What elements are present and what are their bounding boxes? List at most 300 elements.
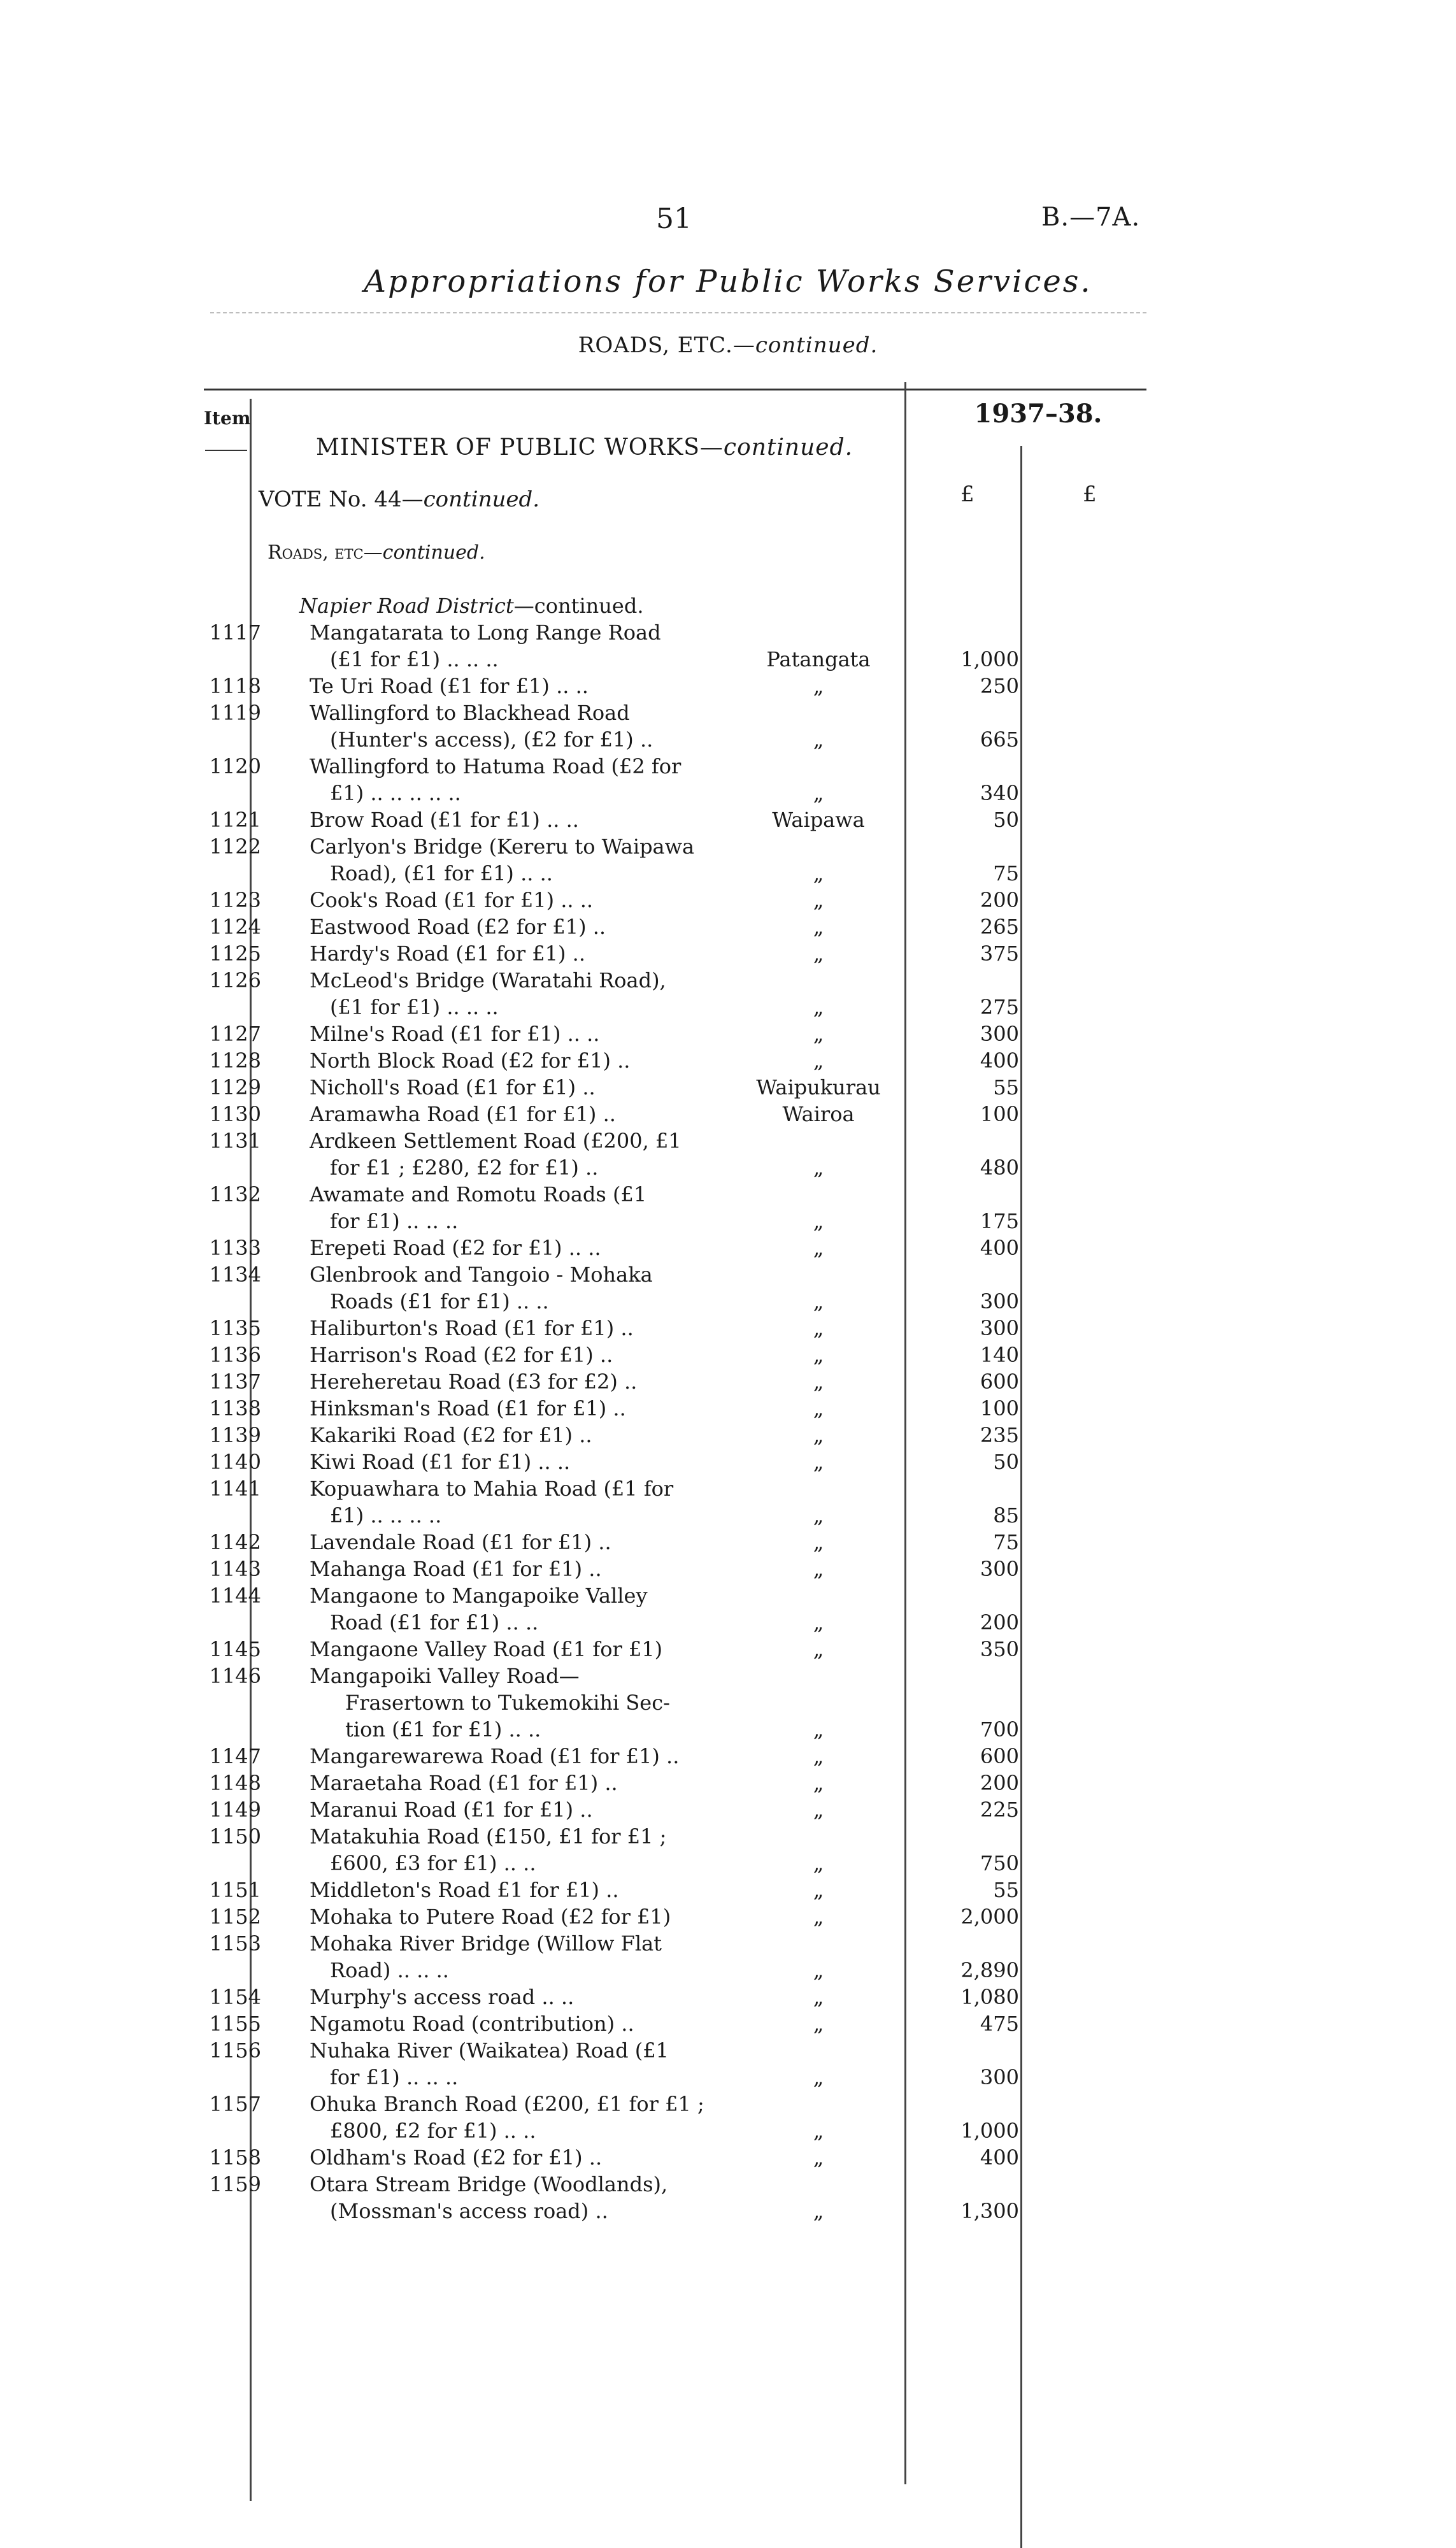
item-description <box>310 1181 704 1235</box>
item-number: 1142 <box>209 1530 261 1554</box>
place-name: „ <box>813 2199 824 2223</box>
place-name: „ <box>813 1958 824 1982</box>
description-line: Ardkeen Settlement Road (£200, £1 <box>310 1129 682 1153</box>
amount-value: 200 <box>980 888 1019 912</box>
item-description <box>310 1556 704 1582</box>
minister-main: MINISTER OF PUBLIC WORKS— <box>316 434 724 461</box>
subtitle-continued: continued. <box>755 333 878 358</box>
description-line: Cook's Road (£1 for £1) .. .. <box>310 888 594 912</box>
item-description <box>310 2171 704 2224</box>
place-name: Patangata <box>766 647 871 671</box>
description-line: Maraetaha Road (£1 for £1) .. <box>310 1771 618 1795</box>
item-description <box>310 2144 704 2171</box>
description-line: Road), (£1 for £1) .. .. <box>330 861 553 885</box>
description-line: Mangarewarewa Road (£1 for £1) .. <box>310 1744 680 1768</box>
minister-continued: continued. <box>723 434 853 461</box>
table-row <box>0 699 1456 753</box>
amount-value: 300 <box>980 1557 1019 1581</box>
table-row <box>0 1315 1456 1342</box>
item-number: 1154 <box>209 1985 261 2009</box>
description-line: for £1) .. .. .. <box>330 1209 459 1233</box>
description-line: Mahanga Road (£1 for £1) .. <box>310 1557 602 1581</box>
item-description <box>310 806 704 833</box>
title-rule <box>210 312 1146 313</box>
description-line: Awamate and Romotu Roads (£1 <box>310 1182 647 1206</box>
table-row <box>0 1663 1456 1743</box>
item-description <box>310 1235 704 1261</box>
description-line: (Hunter's access), (£2 for £1) .. <box>330 727 653 752</box>
description-line: Haliburton's Road (£1 for £1) .. <box>310 1316 634 1340</box>
page-number: 51 <box>656 203 692 235</box>
item-description <box>310 1368 704 1395</box>
table-row <box>0 1984 1456 2010</box>
item-number: 1158 <box>209 2145 261 2170</box>
item-description <box>310 619 704 673</box>
place-name: „ <box>813 1610 824 1635</box>
vote-main: VOTE No. 44— <box>259 487 424 512</box>
item-number: 1148 <box>209 1771 261 1795</box>
table-row <box>0 1903 1456 1930</box>
item-number: 1129 <box>209 1075 261 1099</box>
amount-value: 600 <box>980 1370 1019 1394</box>
table-row <box>0 1368 1456 1395</box>
description-line: Brow Road (£1 for £1) .. .. <box>310 808 579 832</box>
item-description <box>310 1636 704 1663</box>
item-number: 1123 <box>209 888 261 912</box>
description-line: Hereheretau Road (£3 for £2) .. <box>310 1370 638 1394</box>
amount-value: 400 <box>980 1049 1019 1073</box>
place-name: „ <box>813 1905 824 1929</box>
item-number: 1132 <box>209 1182 261 1206</box>
amount-value: 85 <box>993 1503 1019 1528</box>
description-line: Erepeti Road (£2 for £1) .. .. <box>310 1236 601 1260</box>
table-row <box>0 1181 1456 1235</box>
table-row <box>0 1342 1456 1368</box>
amount-value: 300 <box>980 2065 1019 2089</box>
description-line: Harrison's Road (£2 for £1) .. <box>310 1343 613 1367</box>
item-description <box>310 1796 704 1823</box>
amount-value: 475 <box>980 2012 1019 2036</box>
amount-value: 250 <box>980 674 1019 698</box>
description-line: Mangatarata to Long Range Road <box>310 620 661 645</box>
description-line: Ohuka Branch Road (£200, £1 for £1 ; <box>310 2092 704 2116</box>
item-description <box>310 833 704 887</box>
description-line: Milne's Road (£1 for £1) .. .. <box>310 1022 600 1046</box>
amount-value: 300 <box>980 1022 1019 1046</box>
amount-value: 600 <box>980 1744 1019 1768</box>
description-line: Aramawha Road (£1 for £1) .. <box>310 1102 616 1126</box>
roads-subheading <box>268 541 485 564</box>
year-header: 1937–38. <box>974 399 1103 429</box>
description-line: for £1) .. .. .. <box>330 2065 459 2089</box>
item-description <box>310 1449 704 1475</box>
amount-value: 275 <box>980 995 1019 1019</box>
description-line: Te Uri Road (£1 for £1) .. .. <box>310 674 589 698</box>
table-row <box>0 1422 1456 1449</box>
place-name: „ <box>813 1985 824 2009</box>
place-name: „ <box>813 674 824 698</box>
table-row <box>0 673 1456 699</box>
place-name: „ <box>813 1022 824 1046</box>
table-row <box>0 1127 1456 1181</box>
item-description <box>310 1395 704 1422</box>
item-number: 1131 <box>209 1129 261 1153</box>
item-number: 1122 <box>209 834 261 859</box>
description-line: £600, £3 for £1) .. .. <box>330 1851 536 1875</box>
table-row <box>0 1556 1456 1582</box>
item-number: 1155 <box>209 2012 261 2036</box>
place-name: Waipawa <box>772 808 865 832</box>
table-top-rule <box>204 389 1146 390</box>
table-row <box>0 1074 1456 1101</box>
document-code: B.—7A. <box>1041 203 1141 232</box>
amount-value: 55 <box>993 1075 1019 1099</box>
place-name: „ <box>813 1316 824 1340</box>
table-row <box>0 1020 1456 1047</box>
description-line: Kopuawhara to Mahia Road (£1 for <box>310 1477 674 1501</box>
table-row <box>0 1235 1456 1261</box>
table-row <box>0 1743 1456 1770</box>
place-name: „ <box>813 781 824 805</box>
item-description <box>310 1903 704 1930</box>
subtitle-main: ROADS, ETC.— <box>578 333 755 358</box>
description-line: North Block Road (£2 for £1) .. <box>310 1049 631 1073</box>
page-title: Appropriations for Public Works Services. <box>364 264 1092 299</box>
table-row <box>0 2037 1456 2091</box>
item-description <box>310 913 704 940</box>
item-number: 1137 <box>209 1370 261 1394</box>
place-name: „ <box>813 1637 824 1661</box>
amount-value: 350 <box>980 1637 1019 1661</box>
table-row <box>0 1261 1456 1315</box>
description-line: Mohaka River Bridge (Willow Flat <box>310 1931 662 1956</box>
item-description <box>310 1475 704 1529</box>
amount-value: 400 <box>980 2145 1019 2170</box>
item-number: 1125 <box>209 941 261 966</box>
place-name: „ <box>813 1209 824 1233</box>
item-description <box>310 1770 704 1796</box>
amount-value: 340 <box>980 781 1019 805</box>
item-number: 1117 <box>209 620 261 645</box>
place-name: „ <box>813 2119 824 2143</box>
table-row <box>0 2091 1456 2144</box>
item-number: 1144 <box>209 1584 261 1608</box>
amount-value: 1,000 <box>960 2119 1019 2143</box>
description-line: Otara Stream Bridge (Woodlands), <box>310 2172 668 2196</box>
description-line: Ngamotu Road (contribution) .. <box>310 2012 634 2036</box>
description-line: Carlyon's Bridge (Kereru to Waipawa <box>310 834 695 859</box>
item-description <box>310 1984 704 2010</box>
currency-symbol-1: £ <box>960 482 974 507</box>
description-line: Road) .. .. .. <box>330 1958 449 1982</box>
description-line: Mangaone Valley Road (£1 for £1) <box>310 1637 663 1661</box>
item-number: 1134 <box>209 1263 261 1287</box>
description-line: (Mossman's access road) .. <box>330 2199 608 2223</box>
amount-value: 50 <box>993 1450 1019 1474</box>
item-number: 1140 <box>209 1450 261 1474</box>
district-continued: —continued. <box>513 594 644 618</box>
table-row <box>0 2171 1456 2224</box>
place-name: „ <box>813 1236 824 1260</box>
item-number: 1145 <box>209 1637 261 1661</box>
item-number: 1152 <box>209 1905 261 1929</box>
description-line: (£1 for £1) .. .. .. <box>330 647 499 671</box>
table-row <box>0 1930 1456 1984</box>
amount-value: 2,000 <box>960 1905 1019 1929</box>
item-number: 1138 <box>209 1396 261 1421</box>
amount-value: 100 <box>980 1102 1019 1126</box>
description-line: Matakuhia Road (£150, £1 for £1 ; <box>310 1824 667 1849</box>
description-line: Wallingford to Hatuma Road (£2 for <box>310 754 682 778</box>
item-number: 1130 <box>209 1102 261 1126</box>
item-description <box>310 1047 704 1074</box>
table-row <box>0 833 1456 887</box>
place-name: „ <box>813 1744 824 1768</box>
description-line: Mangaone to Mangapoike Valley <box>310 1584 648 1608</box>
table-row <box>0 913 1456 940</box>
vote-heading <box>259 487 539 512</box>
item-description <box>310 1101 704 1127</box>
description-line: £1) .. .. .. .. .. <box>330 781 461 805</box>
table-row <box>0 1796 1456 1823</box>
item-number: 1150 <box>209 1824 261 1849</box>
description-line: Maranui Road (£1 for £1) .. <box>310 1798 593 1822</box>
table-row <box>0 1449 1456 1475</box>
table-row <box>0 1877 1456 1903</box>
place-name: „ <box>813 1530 824 1554</box>
amount-value: 175 <box>980 1209 1019 1233</box>
place-name: „ <box>813 1423 824 1447</box>
item-description <box>310 753 704 806</box>
table-row <box>0 1475 1456 1529</box>
amount-value: 75 <box>993 1530 1019 1554</box>
description-line: Murphy's access road .. .. <box>310 1985 575 2009</box>
item-number: 1157 <box>209 2092 261 2116</box>
amount-value: 480 <box>980 1156 1019 1180</box>
description-line: Wallingford to Blackhead Road <box>310 701 630 725</box>
item-number: 1149 <box>209 1798 261 1822</box>
item-number: 1121 <box>209 808 261 832</box>
amount-value: 300 <box>980 1316 1019 1340</box>
description-line: tion (£1 for £1) .. .. <box>345 1717 541 1742</box>
amount-value: 1,080 <box>960 1985 1019 2009</box>
amount-value: 55 <box>993 1878 1019 1902</box>
amount-value: 1,300 <box>960 2199 1019 2223</box>
item-description <box>310 1422 704 1449</box>
roads-continued: continued. <box>382 541 485 564</box>
description-line: Frasertown to Tukemokihi Sec- <box>345 1691 670 1715</box>
item-number: 1120 <box>209 754 261 778</box>
minister-heading <box>316 434 853 461</box>
description-line: Kakariki Road (£2 for £1) .. <box>310 1423 592 1447</box>
table-row <box>0 619 1456 673</box>
item-description <box>310 887 704 913</box>
description-line: Hinksman's Road (£1 for £1) .. <box>310 1396 626 1421</box>
place-name: „ <box>813 1798 824 1822</box>
place-name: „ <box>813 1289 824 1313</box>
amount-value: 300 <box>980 1289 1019 1313</box>
table-row <box>0 753 1456 806</box>
amount-value: 400 <box>980 1236 1019 1260</box>
table-row <box>0 1823 1456 1877</box>
place-name: „ <box>813 1503 824 1528</box>
table-row <box>0 2010 1456 2037</box>
appropriation-rows <box>0 619 1456 2224</box>
item-description <box>310 1127 704 1181</box>
item-number: 1133 <box>209 1236 261 1260</box>
amount-value: 750 <box>980 1851 1019 1875</box>
place-name: „ <box>813 941 824 966</box>
amount-value: 200 <box>980 1771 1019 1795</box>
amount-value: 50 <box>993 808 1019 832</box>
place-name: „ <box>813 1450 824 1474</box>
description-line: (£1 for £1) .. .. .. <box>330 995 499 1019</box>
place-name: „ <box>813 1878 824 1902</box>
item-number: 1124 <box>209 915 261 939</box>
description-line: Glenbrook and Tangoio - Mohaka <box>310 1263 653 1287</box>
place-name: „ <box>813 995 824 1019</box>
place-name: „ <box>813 1343 824 1367</box>
district-heading <box>299 594 643 618</box>
vote-continued: continued. <box>423 487 540 512</box>
item-description <box>310 1342 704 1368</box>
item-number: 1153 <box>209 1931 261 1956</box>
district-name: Napier Road District <box>299 594 514 618</box>
item-number: 1143 <box>209 1557 261 1581</box>
item-number: 1119 <box>209 701 261 725</box>
description-line: Road (£1 for £1) .. .. <box>330 1610 539 1635</box>
item-number: 1159 <box>209 2172 261 2196</box>
place-name: „ <box>813 2145 824 2170</box>
item-description <box>310 1261 704 1315</box>
item-number: 1146 <box>209 1664 261 1688</box>
description-line: Mohaka to Putere Road (£2 for £1) <box>310 1905 671 1929</box>
item-number: 1151 <box>209 1878 261 1902</box>
item-description <box>310 2091 704 2144</box>
description-line: Hardy's Road (£1 for £1) .. <box>310 941 585 966</box>
item-description <box>310 699 704 753</box>
place-name: „ <box>813 888 824 912</box>
place-name: „ <box>813 2012 824 2036</box>
amount-value: 700 <box>980 1717 1019 1742</box>
table-row <box>0 967 1456 1020</box>
item-number: 1147 <box>209 1744 261 1768</box>
description-line: Roads (£1 for £1) .. .. <box>330 1289 549 1313</box>
description-line: McLeod's Bridge (Waratahi Road), <box>310 968 666 992</box>
table-row <box>0 1529 1456 1556</box>
item-number: 1126 <box>209 968 261 992</box>
item-number: 1141 <box>209 1477 261 1501</box>
table-row <box>0 2144 1456 2171</box>
table-row <box>0 1101 1456 1127</box>
place-name: „ <box>813 1557 824 1581</box>
table-row <box>0 806 1456 833</box>
place-name: Waipukurau <box>756 1075 881 1099</box>
item-description <box>310 673 704 699</box>
item-header-rule <box>205 450 247 451</box>
item-description <box>310 1743 704 1770</box>
item-description <box>310 1315 704 1342</box>
item-description <box>310 1582 704 1636</box>
table-row <box>0 1770 1456 1796</box>
place-name: „ <box>813 1049 824 1073</box>
item-description <box>310 1663 704 1743</box>
place-name: „ <box>813 861 824 885</box>
description-line: Middleton's Road £1 for £1) .. <box>310 1878 619 1902</box>
item-description <box>310 1020 704 1047</box>
place-name: „ <box>813 2065 824 2089</box>
place-name: „ <box>813 1851 824 1875</box>
description-line: £800, £2 for £1) .. .. <box>330 2119 536 2143</box>
item-description <box>310 1074 704 1101</box>
place-name: „ <box>813 915 824 939</box>
table-row <box>0 1582 1456 1636</box>
place-name: „ <box>813 1156 824 1180</box>
amount-value: 200 <box>980 1610 1019 1635</box>
item-number: 1128 <box>209 1049 261 1073</box>
item-description <box>310 1930 704 1984</box>
place-name: „ <box>813 1717 824 1742</box>
item-description <box>310 1529 704 1556</box>
description-line: Lavendale Road (£1 for £1) .. <box>310 1530 611 1554</box>
amount-value: 1,000 <box>960 647 1019 671</box>
place-name: „ <box>813 1396 824 1421</box>
item-number: 1136 <box>209 1343 261 1367</box>
item-column-header: Item <box>204 408 251 429</box>
item-description <box>310 940 704 967</box>
description-line: Mangapoiki Valley Road— <box>310 1664 580 1688</box>
table-row <box>0 887 1456 913</box>
item-number: 1139 <box>209 1423 261 1447</box>
table-row <box>0 1395 1456 1422</box>
description-line: £1) .. .. .. .. <box>330 1503 442 1528</box>
table-row <box>0 1047 1456 1074</box>
place-name: Wairoa <box>782 1102 855 1126</box>
item-number: 1118 <box>209 674 261 698</box>
amount-value: 225 <box>980 1798 1019 1822</box>
amount-value: 265 <box>980 915 1019 939</box>
item-number: 1156 <box>209 2038 261 2063</box>
description-line: Kiwi Road (£1 for £1) .. .. <box>310 1450 571 1474</box>
item-number: 1127 <box>209 1022 261 1046</box>
amount-value: 75 <box>993 861 1019 885</box>
amount-value: 235 <box>980 1423 1019 1447</box>
amount-value: 2,890 <box>960 1958 1019 1982</box>
currency-symbol-2: £ <box>1083 482 1097 507</box>
roads-main: Roads, etc— <box>268 541 383 564</box>
description-line: Oldham's Road (£2 for £1) .. <box>310 2145 603 2170</box>
table-row <box>0 1636 1456 1663</box>
place-name: „ <box>813 727 824 752</box>
table-row <box>0 940 1456 967</box>
description-line: Eastwood Road (£2 for £1) .. <box>310 915 606 939</box>
item-description <box>310 2037 704 2091</box>
amount-value: 665 <box>980 727 1019 752</box>
description-line: Nuhaka River (Waikatea) Road (£1 <box>310 2038 669 2063</box>
description-line: Nicholl's Road (£1 for £1) .. <box>310 1075 596 1099</box>
item-description <box>310 1877 704 1903</box>
item-description <box>310 1823 704 1877</box>
place-name: „ <box>813 1771 824 1795</box>
amount-value: 140 <box>980 1343 1019 1367</box>
item-number: 1135 <box>209 1316 261 1340</box>
description-line: for £1 ; £280, £2 for £1) .. <box>330 1156 599 1180</box>
amount-value: 375 <box>980 941 1019 966</box>
place-name: „ <box>813 1370 824 1394</box>
amount-value: 100 <box>980 1396 1019 1421</box>
item-description <box>310 967 704 1020</box>
item-description <box>310 2010 704 2037</box>
